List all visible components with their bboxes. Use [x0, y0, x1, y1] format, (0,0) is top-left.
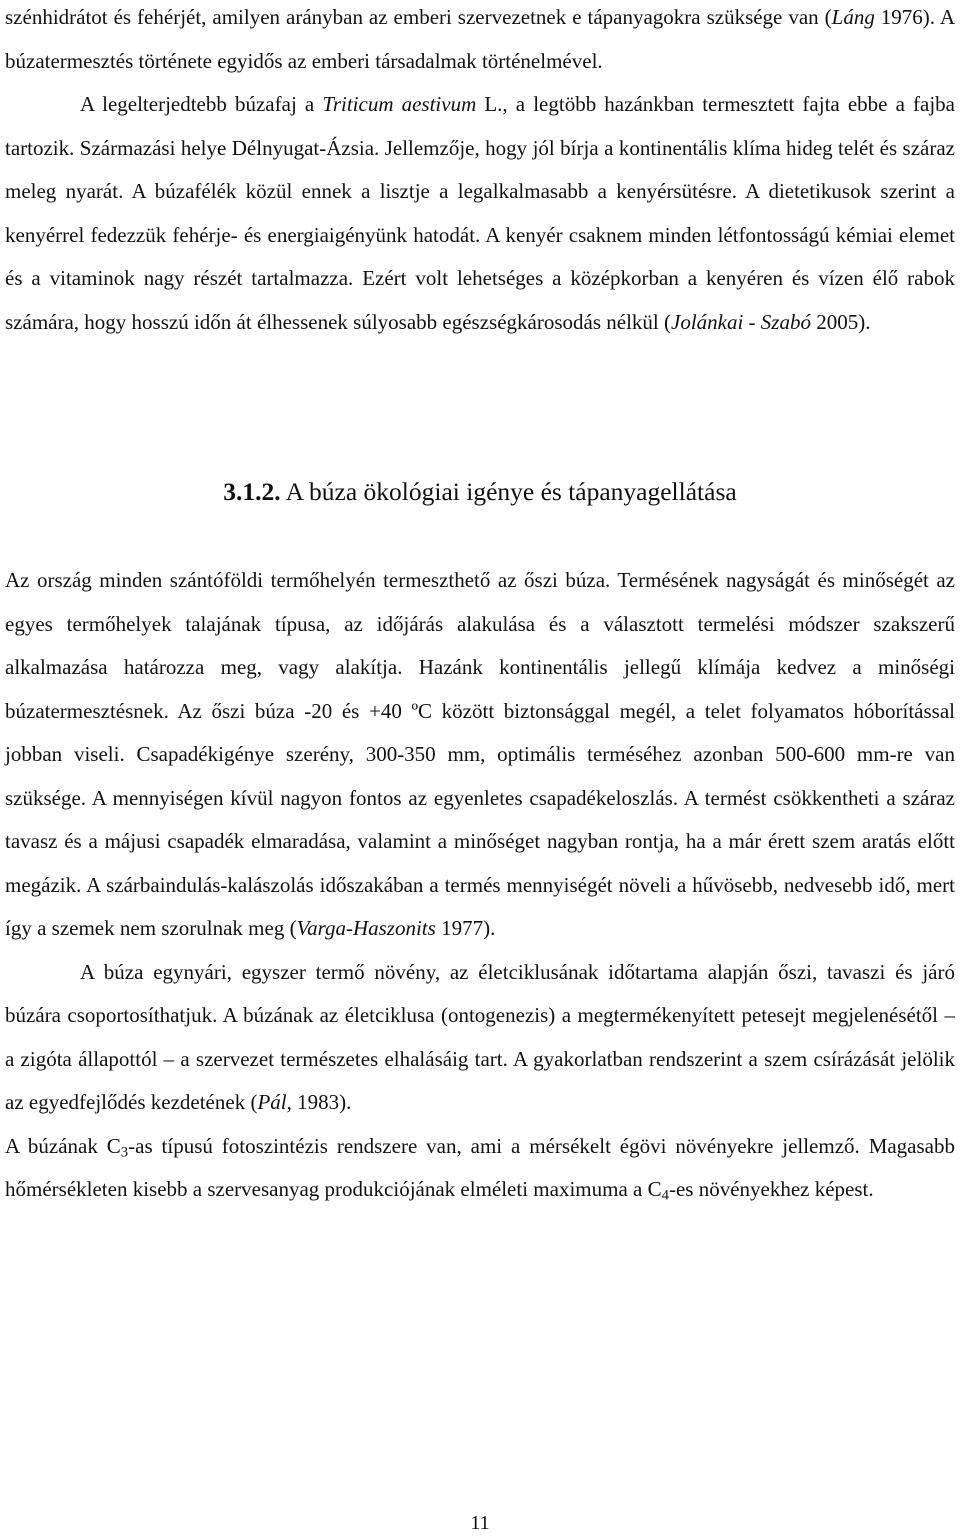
text-run: 1976). A búzatermesztés története egyidős az emberi társadalmak történelmével. — [5, 5, 956, 73]
section-heading — [0, 470, 960, 514]
text-run: 2005). — [810, 309, 871, 334]
subscript-text: 4 — [661, 1187, 669, 1204]
paragraph — [5, 559, 955, 951]
italic-text: Triticum aestivum — [322, 92, 477, 116]
text-run: A legelterjedtebb búzafaj a — [80, 92, 323, 116]
text-run: A búza egynyári, egyszer termő növény, az életciklusának időtartama alapján őszi, tavaszi és járó búzára csoportosíthatjuk. A búzának az életciklusa (ontogenezis) a megtermékenyített petesejt megjelenésétől – a zigóta állapottól – a szervezet természetes elhalásáig tart. A gyakorlatban rendszerint a szem csírázását jelölik az egyedfejlődés kezdetének ( — [5, 959, 955, 1114]
top-text-block — [5, 0, 955, 344]
page-number: 11 — [470, 1512, 490, 1534]
text-run: L., a legtöbb hazánkban termesztett fajta ebbe a fajba tartozik. Származási helye Délnyugat-Ázsia. Jellemzője, hogy jól bírja a kontinentális klíma hideg telét és száraz meleg nyarát. A búzafélék közül ennek a lisztje a legalkalmasabb a kenyérsütésre. A dietetikusok szerint a kenyérrel fedezzük fehérje- és energiaigényünk hatodát. A kenyér csaknem minden létfontosságú kémiai elemet és a vitaminok nagy részét tartalmazza. Ezért volt lehetséges a középkorban a kenyéren és vízen élő rabok számára, hogy hosszú időn át élhessenek súlyosabb egészségkárosodás nélkül ( — [5, 92, 955, 334]
body-text-block — [5, 559, 955, 1212]
paragraph — [5, 1125, 955, 1212]
subscript-text: 3 — [120, 1144, 129, 1161]
italic-text: Pál — [257, 1090, 287, 1114]
paragraph — [5, 83, 955, 344]
text-run: 1977). — [435, 916, 496, 940]
paragraph — [5, 951, 955, 1125]
text-run: Az ország minden szántóföldi termőhelyén termeszthető az őszi búza. Termésének nagyságát és minőségét az egyes termőhelyek talajának típusa, az időjárás alakulása és a választott termelési módszer szakszerű alkalmazása határozza meg, vagy alakítja. Hazánk kontinentális jellegű klímája kedvez a minőségi búzatermesztésnek. Az őszi búza -20 és +40 ºC között biztonsággal megél, a telet folyamatos hóborítással jobban viseli. Csapadékigénye szerény, 300-350 mm, optimális terméséhez azonban 500-600 mm-re van szüksége. A mennyiségen kívül nagyon fontos az egyenletes csapadékeloszlás. A termést csökkentheti a száraz tavasz és a májusi csapadék elmaradása, valamint a minőséget nagyban rontja, ha a már érett szem aratás előtt megázik. A szárbaindulás-kalászolás időszakában a termés mennyiségét növeli a hűvösebb, nedvesebb idő, mert így a szemek nem szorulnak meg ( — [5, 568, 955, 940]
paragraph — [5, 0, 955, 83]
text-run: -as típusú fotoszintézis rendszere van, ami a mérsékelt égövi növényekre jellemző. Magasabb hőmérsékleten kisebb a szervesanyag produkciójának elméleti maximuma a C — [5, 1133, 955, 1201]
text-run: , 1983). — [286, 1090, 352, 1114]
text-run: -es növényekhez képest. — [668, 1177, 874, 1201]
italic-text: Jolánkai - Szabó — [671, 309, 811, 334]
italic-text: Varga-Haszonits — [296, 916, 436, 940]
section-number: 3.1.2. — [223, 477, 281, 506]
text-run: A búzának C — [5, 1133, 121, 1158]
section-title: A búza ökológiai igénye és tápanyagellátása — [285, 477, 737, 506]
text-run: szénhidrátot és fehérjét, amilyen arányban az emberi szervezetnek e tápanyagokra szüksége van ( — [5, 5, 832, 29]
italic-text: Láng — [831, 5, 875, 29]
